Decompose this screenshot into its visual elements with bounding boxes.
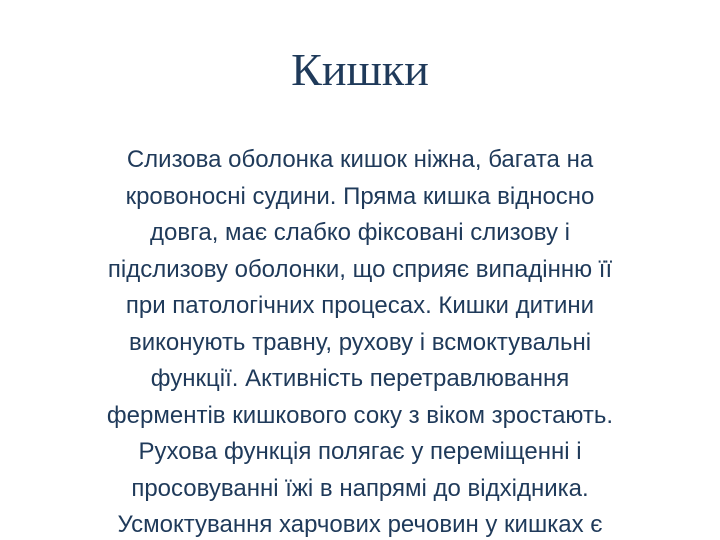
body-line: при патологічних процесах. Кишки дитини <box>125 292 595 319</box>
slide-title: Кишки <box>291 44 429 95</box>
body-line: Рухова функція полягає у переміщенні і <box>138 438 582 465</box>
body-line: Слизова оболонка кишок ніжна, багата на <box>126 146 594 173</box>
slide-body-text <box>40 142 680 540</box>
body-line: виконують травну, рухову і всмоктувальні <box>128 328 592 356</box>
body-line: просовуванні їжі в напрямі до відхідника. <box>131 474 589 502</box>
body-line: Усмоктування харчових речовин у кишках є <box>117 511 603 538</box>
body-line: підслизову оболонки, що сприяє випадінню її <box>107 255 613 283</box>
body-line: ферментів кишкового соку з віком зростають. <box>106 401 614 429</box>
body-line: кровоносні судини. Пряма кишка відносно <box>125 182 595 210</box>
body-line: функції. Активність перетравлювання <box>150 365 570 392</box>
body-line: довга, має слабко фіксовані слизову і <box>150 219 570 246</box>
